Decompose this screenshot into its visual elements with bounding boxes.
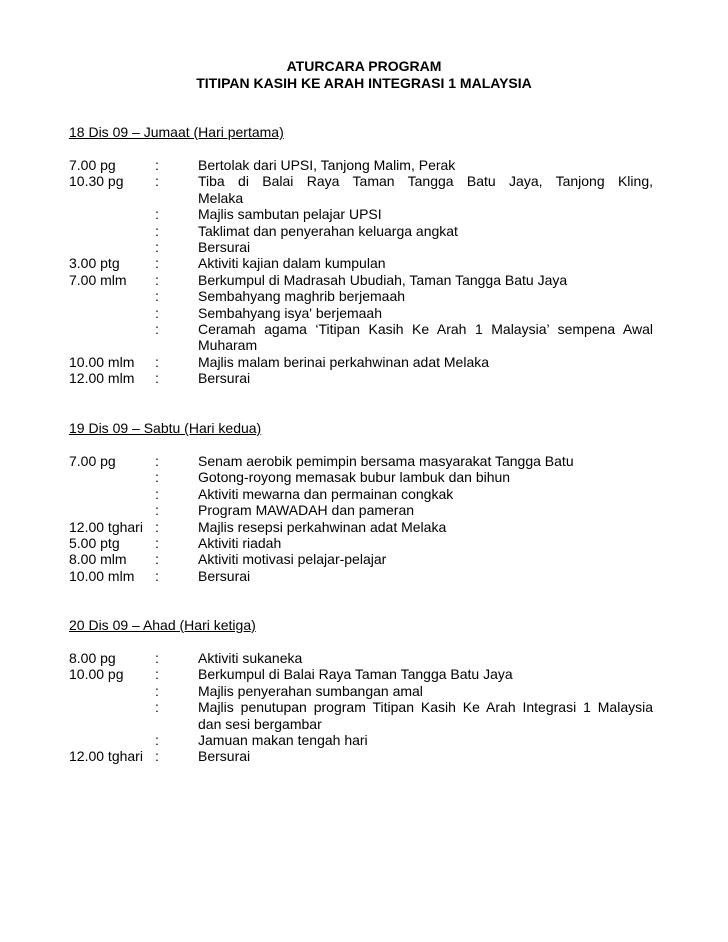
schedule-description-line: Aktiviti riadah — [198, 535, 282, 552]
schedule-row — [69, 551, 653, 567]
schedule-day-1 — [69, 157, 653, 387]
schedule-time: 7.00 mlm — [69, 271, 127, 288]
schedule-description-line: dan sesi bergambar — [198, 715, 322, 732]
schedule-description — [198, 239, 653, 255]
schedule-description — [198, 206, 653, 222]
schedule-description — [198, 453, 653, 469]
schedule-day-3 — [69, 650, 653, 765]
schedule-time: 8.00 mlm — [69, 551, 127, 568]
schedule-separator: : — [155, 551, 159, 568]
schedule-time: 12.00 mlm — [69, 370, 135, 387]
schedule-time: 10.00 mlm — [69, 567, 135, 584]
schedule-description — [198, 650, 653, 666]
schedule-row — [69, 486, 653, 502]
schedule-separator: : — [155, 157, 159, 173]
schedule-row — [69, 732, 653, 748]
schedule-description-line: Bersurai — [198, 748, 251, 765]
schedule-description-line: Aktiviti sukaneka — [198, 650, 303, 666]
schedule-description — [198, 157, 653, 173]
schedule-description-line: Melaka — [198, 189, 244, 206]
schedule-description-line: Bersurai — [198, 567, 251, 584]
day-heading-2: 19 Dis 09 – Sabtu (Hari kedua) — [69, 420, 262, 436]
schedule-description-line: Berkumpul di Madrasah Ubudiah, Taman Tangga Batu Jaya — [198, 271, 568, 288]
schedule-separator: : — [155, 304, 159, 321]
schedule-description — [198, 272, 653, 288]
schedule-row — [69, 239, 653, 255]
schedule-time: 10.30 pg — [69, 173, 124, 190]
day-heading-1: 18 Dis 09 – Jumaat (Hari pertama) — [69, 124, 284, 140]
schedule-description-line: Jamuan makan tengah hari — [198, 732, 368, 749]
day-heading-3: 20 Dis 09 – Ahad (Hari ketiga) — [69, 617, 256, 633]
schedule-description — [198, 732, 653, 748]
schedule-separator: : — [155, 502, 159, 519]
schedule-description — [198, 519, 653, 535]
schedule-description — [198, 683, 653, 699]
schedule-row — [69, 535, 653, 551]
schedule-separator: : — [155, 222, 159, 239]
schedule-description — [198, 305, 653, 321]
schedule-row — [69, 469, 653, 485]
schedule-row — [69, 305, 653, 321]
schedule-description-line: Bersurai — [198, 239, 251, 256]
schedule-row — [69, 272, 653, 288]
schedule-separator: : — [155, 567, 159, 584]
schedule-separator: : — [155, 666, 159, 683]
schedule-description-line: Program MAWADAH dan pameran — [198, 502, 415, 519]
schedule-time: 3.00 ptg — [69, 255, 120, 272]
schedule-description-line: Gotong-royong memasak bubur lambuk dan bihun — [198, 469, 511, 486]
schedule-row — [69, 699, 653, 732]
schedule-time: 7.00 pg — [69, 453, 116, 469]
schedule-description-line: Bertolak dari UPSI, Tanjong Malim, Perak — [198, 157, 456, 173]
schedule-separator: : — [155, 271, 159, 288]
schedule-description-line: Senam aerobik pemimpin bersama masyarakat Tangga Batu — [198, 453, 574, 469]
schedule-day-2 — [69, 453, 653, 584]
schedule-row — [69, 173, 653, 206]
schedule-time: 5.00 ptg — [69, 535, 120, 552]
schedule-row — [69, 502, 653, 518]
schedule-description-line: Sembahyang maghrib berjemaah — [198, 288, 406, 305]
schedule-separator: : — [155, 206, 159, 223]
schedule-row — [69, 683, 653, 699]
schedule-description-line: Aktiviti motivasi pelajar-pelajar — [198, 551, 387, 568]
schedule-row — [69, 223, 653, 239]
schedule-row — [69, 453, 653, 469]
schedule-description-line: Ceramah agama ‘Titipan Kasih Ke Arah 1 Malaysia’ sempena Awal — [198, 321, 653, 338]
schedule-separator: : — [155, 255, 159, 272]
schedule-description-line: Berkumpul di Balai Raya Taman Tangga Batu Jaya — [198, 666, 513, 683]
schedule-separator: : — [155, 469, 159, 486]
schedule-description-line: Majlis penutupan program Titipan Kasih Ke Arah Integrasi 1 Malaysia — [198, 699, 653, 716]
schedule-separator: : — [155, 699, 159, 716]
schedule-row — [69, 748, 653, 764]
schedule-description-line: Majlis resepsi perkahwinan adat Melaka — [198, 518, 447, 535]
schedule-description — [198, 568, 653, 584]
document-title — [0, 58, 728, 92]
schedule-description-line: Majlis malam berinai perkahwinan adat Melaka — [198, 353, 490, 370]
schedule-separator: : — [155, 682, 159, 699]
schedule-description-line: Majlis sambutan pelajar UPSI — [198, 206, 382, 223]
schedule-description-line: Sembahyang isya' berjemaah — [198, 304, 383, 321]
schedule-separator: : — [155, 650, 159, 666]
schedule-row — [69, 519, 653, 535]
schedule-separator: : — [155, 321, 159, 338]
schedule-description — [198, 486, 653, 502]
title-line-1: ATURCARA PROGRAM — [286, 58, 442, 74]
schedule-row — [69, 666, 653, 682]
schedule-description-line: Tiba di Balai Raya Taman Tangga Batu Jaya, Tanjong Kling, — [198, 173, 653, 190]
schedule-description-line: Majlis penyerahan sumbangan amal — [198, 682, 423, 699]
schedule-separator: : — [155, 453, 159, 469]
schedule-row — [69, 354, 653, 370]
schedule-separator: : — [155, 370, 159, 387]
schedule-description — [198, 354, 653, 370]
title-line-2: TITIPAN KASIH KE ARAH INTEGRASI 1 MALAYSIA — [196, 75, 532, 91]
schedule-separator: : — [155, 485, 159, 502]
schedule-description — [198, 321, 653, 354]
schedule-description-line: Taklimat dan penyerahan keluarga angkat — [198, 222, 458, 239]
schedule-description — [198, 288, 653, 304]
schedule-description — [198, 173, 653, 206]
schedule-time: 12.00 tghari — [69, 518, 143, 535]
schedule-separator: : — [155, 288, 159, 305]
schedule-description-line: Aktiviti kajian dalam kumpulan — [198, 255, 386, 272]
schedule-row — [69, 157, 653, 173]
schedule-description — [198, 748, 653, 764]
schedule-separator: : — [155, 239, 159, 256]
schedule-description-line: Bersurai — [198, 370, 251, 387]
schedule-row — [69, 568, 653, 584]
schedule-time: 12.00 tghari — [69, 748, 143, 765]
schedule-row — [69, 255, 653, 271]
schedule-separator: : — [155, 535, 159, 552]
schedule-description — [198, 255, 653, 271]
schedule-description — [198, 535, 653, 551]
schedule-separator: : — [155, 748, 159, 765]
schedule-time: 7.00 pg — [69, 157, 116, 173]
schedule-description — [198, 370, 653, 386]
schedule-separator: : — [155, 732, 159, 749]
schedule-description — [198, 699, 653, 732]
schedule-time: 8.00 pg — [69, 650, 116, 666]
schedule-row — [69, 370, 653, 386]
schedule-description — [198, 469, 653, 485]
schedule-time: 10.00 mlm — [69, 353, 135, 370]
schedule-row — [69, 288, 653, 304]
schedule-separator: : — [155, 518, 159, 535]
schedule-description — [198, 551, 653, 567]
schedule-separator: : — [155, 173, 159, 190]
schedule-description-line: Aktiviti mewarna dan permainan congkak — [198, 485, 454, 502]
schedule-separator: : — [155, 353, 159, 370]
schedule-description-line: Muharam — [198, 337, 258, 354]
schedule-time: 10.00 pg — [69, 666, 124, 683]
schedule-description — [198, 223, 653, 239]
schedule-row — [69, 650, 653, 666]
schedule-description — [198, 502, 653, 518]
schedule-description — [198, 666, 653, 682]
schedule-row — [69, 321, 653, 354]
schedule-row — [69, 206, 653, 222]
